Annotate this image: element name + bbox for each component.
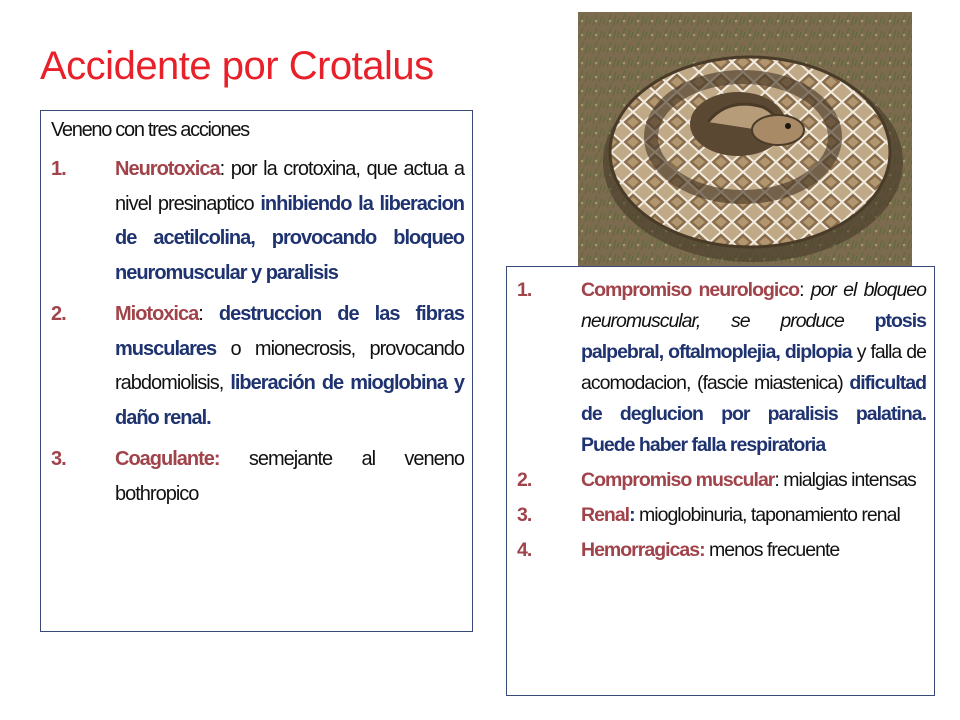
item-number: 3. [517,504,532,526]
item-text-part: mioglobinuria, taponamiento renal [634,504,900,526]
item-emphasis: dificultad de deglucion por paralisis palatina. Puede haber falla respiratoria [581,372,926,456]
item-emphasis: destruccion de las fibras musculares [115,303,464,360]
list-item [517,275,926,461]
item-heading: Renal [581,504,630,526]
list-item [517,465,926,496]
item-heading: Coagulante: [115,448,220,470]
item-text [581,275,926,461]
item-emphasis: liberación de mioglobina y daño renal. [115,372,465,429]
item-text [581,500,926,531]
list-item [517,535,926,566]
item-heading: Miotoxica [115,303,199,325]
item-italic: por el bloqueo neuromuscular, se produce [581,279,926,332]
venom-actions-list [51,152,464,511]
item-text-part: y falla de acomodacion, (fascie miastenica) [581,341,926,394]
list-item [51,297,464,435]
clinical-signs-list [517,275,926,566]
item-text-part: : mialgias intensas [774,469,916,491]
item-heading: Neurotoxica [115,158,220,180]
item-number: 3. [51,448,66,470]
item-emphasis: : [629,504,635,526]
item-number: 1. [517,279,532,301]
item-heading: Compromiso neurologico [581,279,800,301]
item-heading: Compromiso muscular [581,469,775,491]
intro-text: Veneno con tres acciones [51,119,249,141]
item-text-part: : [799,279,811,301]
item-text-part: : por la crotoxina, que actua a nivel presinaptico [115,158,464,215]
item-text [115,442,464,511]
item-text [115,152,464,290]
item-text-part: o mionecrosis, provocando rabdomiolisis, [115,337,464,394]
clinical-signs-box [506,266,935,696]
list-item [517,500,926,531]
item-text [581,535,926,566]
list-item [51,442,464,511]
item-heading: Hemorragicas: [581,539,705,561]
item-emphasis: ptosis palpebral, oftalmoplejia, diplopia [581,310,926,363]
item-text-part: menos frecuente [704,539,840,561]
item-number: 4. [517,539,532,561]
item-text-part: : [198,303,219,325]
rattlesnake-photo [578,12,912,266]
item-text [115,297,464,435]
item-number: 2. [51,303,66,325]
item-text [581,465,926,496]
venom-actions-box [40,110,473,632]
item-emphasis: inhibiendo la liberacion de acetilcolina, provocando bloqueo neuromuscular y paralisis [115,192,465,284]
item-text-part: semejante al veneno bothropico [115,448,464,505]
item-number: 2. [517,469,532,491]
item-number: 1. [51,158,66,180]
list-item [51,152,464,290]
page-title: Accidente por Crotalus [40,44,434,88]
